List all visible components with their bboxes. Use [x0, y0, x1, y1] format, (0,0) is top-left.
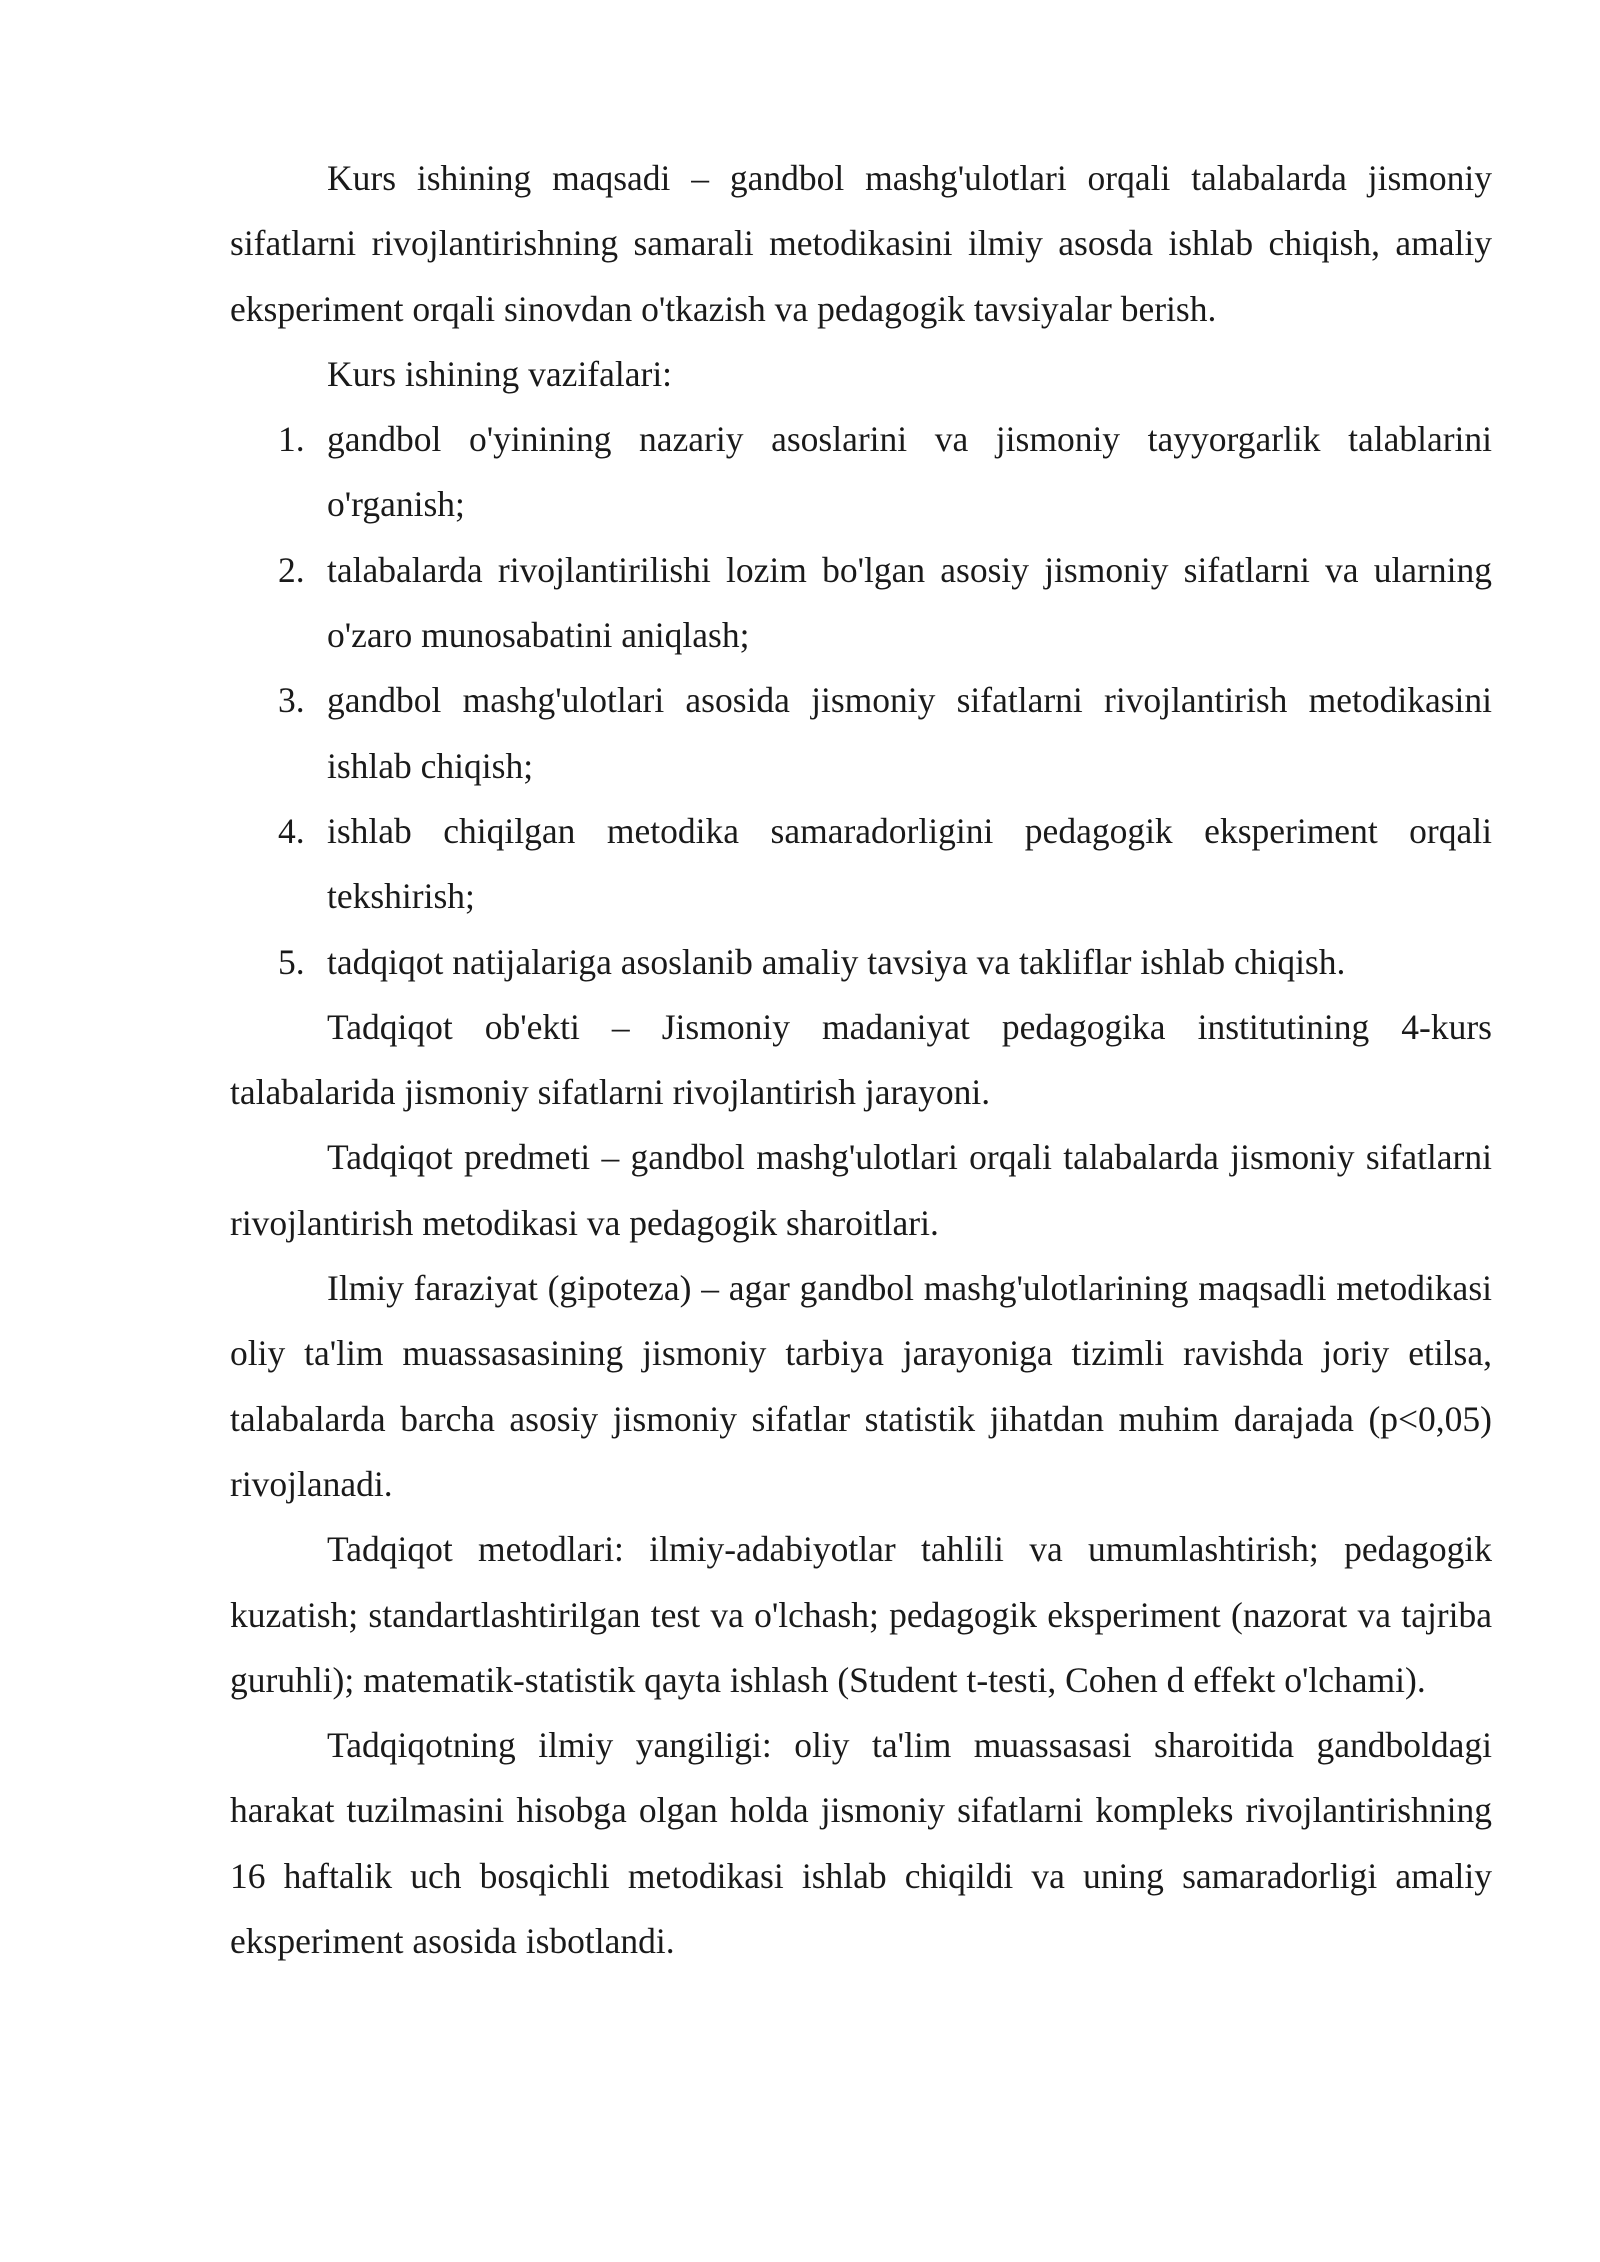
list-item-number: 3.: [278, 680, 305, 721]
list-item-text: gandbol o'yinining nazariy asoslarini va jismoniy tayyorgarlik talablarini o'rganish;: [327, 419, 1492, 525]
list-item-text: gandbol mashg'ulotlari asosida jismoniy sifatlarni rivojlantirish metodikasini ishlab chiqish;: [327, 680, 1492, 786]
hypothesis-paragraph: Ilmiy faraziyat (gipoteza) – agar gandbol mashg'ulotlarining maqsadli metodikasi oliy ta'lim muassasasining jismoniy tarbiya jarayoniga tizimli ravishda joriy etilsa, talabalarda barcha asosiy jismoniy sifatlar statistik jihatdan muhim darajada (p<0,05) rivojlanadi.: [230, 1268, 1492, 1504]
list-item: [230, 538, 1492, 669]
document-body: [230, 146, 1492, 1974]
list-item-number: 5.: [278, 941, 305, 982]
subject-paragraph: Tadqiqot predmeti – gandbol mashg'ulotlari orqali talabalarda jismoniy sifatlarni rivojlantirish metodikasi va pedagogik sharoitlari.: [230, 1137, 1492, 1243]
list-item-number: 1.: [278, 419, 305, 460]
methods-paragraph: Tadqiqot metodlari: ilmiy-adabiyotlar tahlili va umumlashtirish; pedagogik kuzatish; standartlashtirilgan test va o'lchash; pedagogik eksperiment (nazorat va tajriba guruhli); matematik-statistik qayta ishlash (Student t-testi, Cohen d effekt o'lchami).: [230, 1529, 1492, 1700]
list-item: [230, 407, 1492, 538]
list-item-number: 2.: [278, 549, 305, 590]
list-item: [230, 799, 1492, 930]
list-item-text: talabalarda rivojlantirilishi lozim bo'lgan asosiy jismoniy sifatlarni va ularning o'zaro munosabatini aniqlash;: [327, 549, 1492, 656]
novelty-paragraph: Tadqiqotning ilmiy yangiligi: oliy ta'lim muassasasi sharoitida gandboldagi harakat tuzilmasini hisobga olgan holda jismoniy sifatlarni kompleks rivojlantirishning 16 haftalik uch bosqichli metodikasi ishlab chiqildi va uning samaradorligi amaliy eksperiment asosida isbotlandi.: [230, 1725, 1492, 1962]
tasks-list: [230, 407, 1492, 995]
list-item-text: tadqiqot natijalariga asoslanib amaliy tavsiya va takliflar ishlab chiqish.: [327, 941, 1346, 982]
list-item: [230, 668, 1492, 799]
list-item: [230, 930, 1492, 995]
aim-paragraph: Kurs ishining maqsadi – gandbol mashg'ulotlari orqali talabalarda jismoniy sifatlarni rivojlantirishning samarali metodikasini ilmiy asosda ishlab chiqish, amaliy eksperiment orqali sinovdan o'tkazish va pedagogik tavsiyalar berish.: [230, 158, 1492, 329]
list-item-text: ishlab chiqilgan metodika samaradorligini pedagogik eksperiment orqali tekshirish;: [327, 810, 1492, 917]
list-item-number: 4.: [278, 810, 305, 851]
tasks-heading: Kurs ishining vazifalari:: [327, 353, 673, 394]
object-paragraph: Tadqiqot ob'ekti – Jismoniy madaniyat pedagogika institutining 4-kurs talabalarida jismoniy sifatlarni rivojlantirish jarayoni.: [230, 1006, 1492, 1113]
